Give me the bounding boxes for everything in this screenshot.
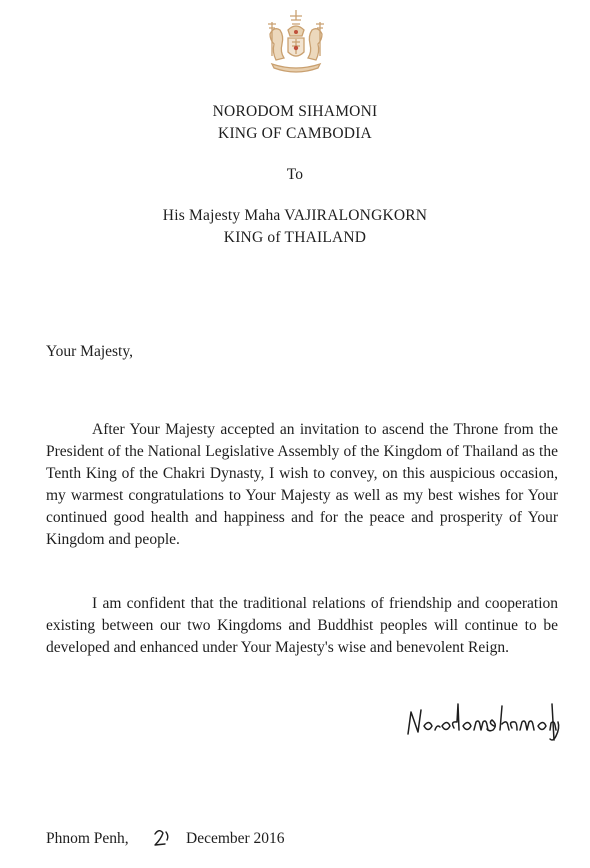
handwritten-signature — [402, 700, 562, 748]
sender-title: KING OF CAMBODIA — [218, 125, 372, 142]
body-paragraph-2: I am confident that the traditional relations of friendship and cooperation existing between our two Kingdoms and Buddhist peoples will continue to be developed and enhanced under Your Majesty's wise and benevolent Reign. — [46, 595, 558, 656]
royal-coat-of-arms-icon — [262, 8, 330, 74]
to-label: To — [286, 166, 304, 183]
salutation: Your Majesty, — [46, 343, 133, 360]
sender-name: NORODOM SIHAMONI — [212, 103, 378, 120]
date-line: December 2016 — [186, 830, 285, 847]
place-line: Phnom Penh, — [46, 830, 129, 847]
handwritten-day-mark — [152, 826, 172, 848]
body-paragraph-1: After Your Majesty accepted an invitation to ascend the Throne from the President of the National Legislative Assembly of the Kingdom of Thailand as the Tenth King of the Chakri Dynasty, I wish to convey, on this auspicious occasion, my warmest congratulations to Your Majesty as well as my best wishes for Your continued good health and happiness and for the peace and prosperity of Your Kingdom and people. — [46, 421, 558, 548]
recipient-name: His Majesty Maha VAJIRALONGKORN — [162, 207, 428, 224]
recipient-title: KING of THAILAND — [223, 229, 367, 246]
